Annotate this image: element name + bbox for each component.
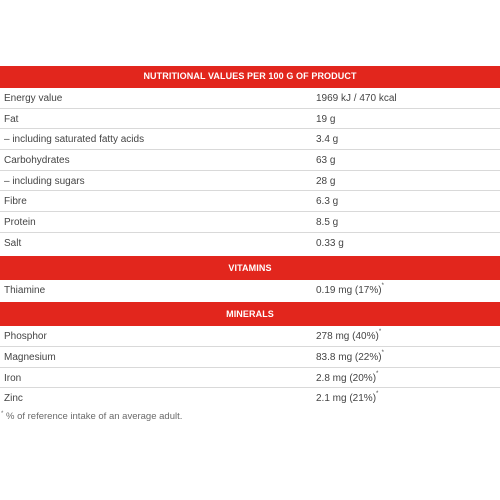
row-value: [316, 282, 384, 296]
nutrition-table: [0, 66, 500, 422]
row-label: Salt: [4, 237, 22, 249]
row-label: Iron: [4, 372, 22, 384]
table-row: [0, 368, 500, 389]
minerals-header: [0, 302, 500, 326]
row-label: Magnesium: [4, 351, 56, 363]
table-row: [0, 280, 500, 301]
row-label: Phosphor: [4, 331, 47, 343]
row-value: 3.4 g: [316, 134, 339, 146]
row-value: 19 g: [316, 113, 336, 125]
table-row: [0, 326, 500, 347]
row-label: Carbohydrates: [4, 155, 70, 167]
row-value: [316, 349, 384, 363]
row-label: – including saturated fatty acids: [4, 134, 145, 146]
row-label: – including sugars: [4, 175, 85, 187]
nutrition-table-header: [0, 66, 500, 88]
table-row: [0, 129, 500, 150]
footnote: [0, 411, 500, 422]
table-row: [0, 388, 500, 409]
row-label: Zinc: [4, 393, 23, 405]
row-value: 0.33 g: [316, 237, 344, 249]
row-value-text: 2.8 mg (20%): [316, 372, 377, 384]
row-label: Thiamine: [4, 284, 46, 296]
vitamins-title: VITAMINS: [228, 262, 272, 273]
row-value: 28 g: [316, 175, 336, 187]
row-value: 1969 kJ / 470 kcal: [316, 93, 397, 104]
footnote-marker: *: [376, 391, 379, 398]
row-label: Protein: [4, 217, 36, 229]
table-row: [0, 191, 500, 212]
footnote-marker: *: [378, 329, 382, 336]
row-value: [316, 393, 378, 404]
row-value-text: 0.19 mg (17%): [316, 284, 382, 296]
footnote-marker: *: [1, 410, 4, 417]
row-label: Fibre: [4, 196, 27, 208]
row-value: [316, 331, 381, 342]
table-row: [0, 171, 500, 192]
row-value-text: 83.8 mg (22%): [316, 351, 382, 363]
table-row: [0, 88, 500, 109]
row-value-text: 2.1 mg (21%): [316, 393, 377, 405]
table-row: [0, 150, 500, 171]
footnote-text: % of reference intake of an average adult.: [3, 410, 183, 422]
row-value: 8.5 g: [316, 217, 339, 229]
row-label: Fat: [4, 113, 19, 125]
footnote-marker: *: [376, 370, 379, 377]
table-row: [0, 233, 500, 254]
vitamins-header: [0, 256, 500, 280]
table-row: [0, 109, 500, 130]
table-row: [0, 212, 500, 233]
row-value: [316, 370, 379, 384]
table-row: [0, 347, 500, 368]
nutrition-table-title: NUTRITIONAL VALUES PER 100 G OF PRODUCT: [143, 71, 357, 81]
row-value: 63 g: [316, 155, 336, 167]
footnote-marker: *: [381, 349, 384, 356]
row-value-text: 278 mg (40%): [316, 331, 379, 343]
minerals-title: MINERALS: [226, 309, 274, 320]
row-label: Energy value: [4, 93, 63, 104]
footnote-marker: *: [381, 282, 384, 289]
row-value: 6.3 g: [316, 196, 339, 208]
